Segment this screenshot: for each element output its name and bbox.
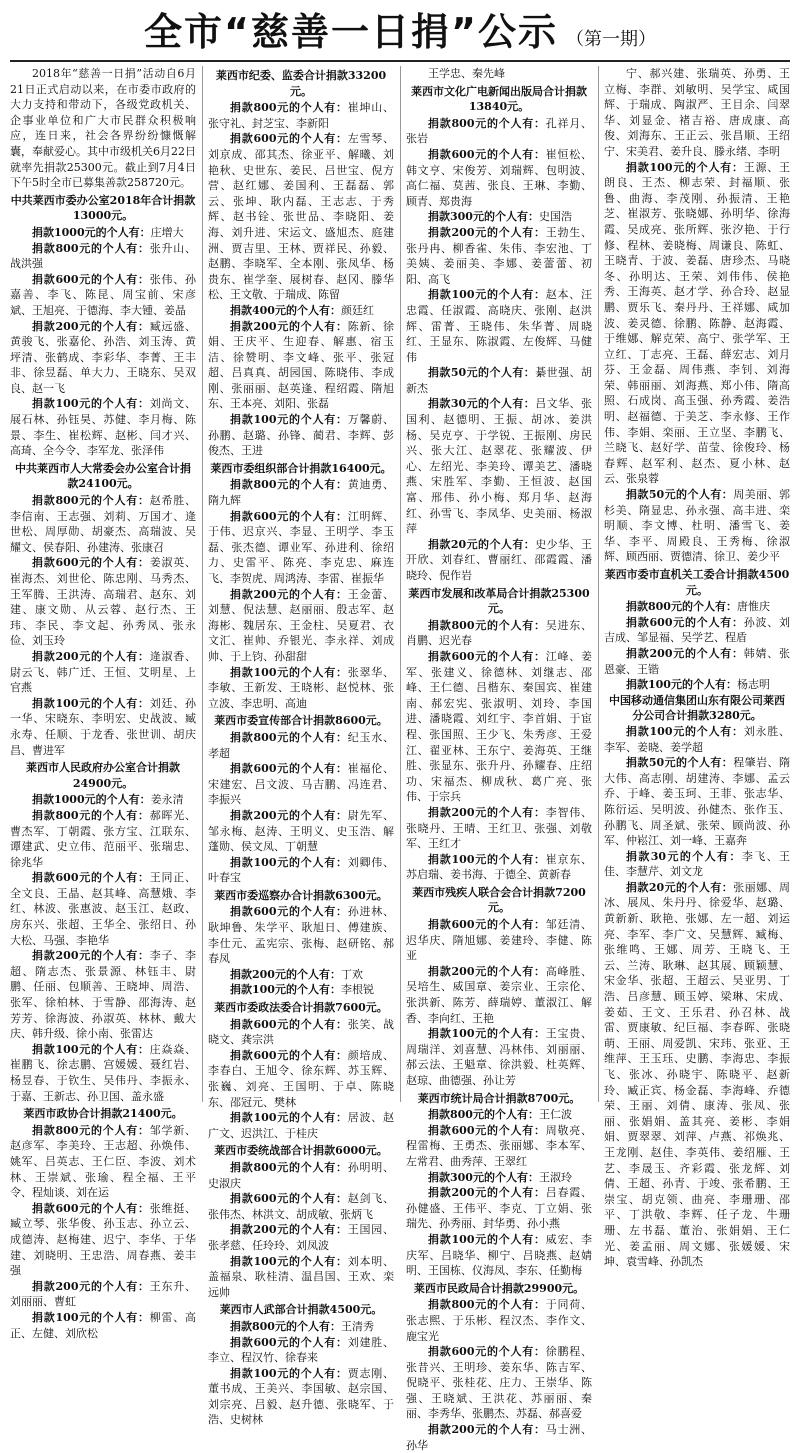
donor-tier xyxy=(208,509,394,587)
unit-heading: 莱西市文化广电新闻出版局合计捐款13840元。 xyxy=(411,84,587,114)
donor-names: 张升山、战洪强 xyxy=(10,241,196,271)
donor-tier xyxy=(208,1017,394,1048)
donor-tier xyxy=(604,615,790,646)
tier-label: 捐款800元的个人有： xyxy=(428,116,546,130)
tier-label: 捐款600元的个人有： xyxy=(230,132,348,146)
donor-names: 崔福伦、宋建宏、吕文波、马吉鹏、冯连君、李振兴 xyxy=(208,762,394,807)
donor-names: 史少华、王开欣、刘春红、曹丽红、邵霞霞、潘晓玲、倪作岩 xyxy=(406,537,592,582)
tier-label: 捐款200元的个人有： xyxy=(32,1279,150,1293)
org-heading: 中国移动通信集团山东有限公司莱西分公司合计捐款3280元。 xyxy=(609,693,785,723)
donor-tier xyxy=(406,1232,592,1279)
donor-names: 刘建胜、李立、程汉竹、徐春来 xyxy=(208,1335,394,1365)
tier-label: 捐款100元的个人有： xyxy=(626,724,744,738)
donor-names: 贾志刚、董书成、王美兴、李国敏、赵宗国、刘宗亮、吕毅、赵升德、张晓军、于浩、史树林 xyxy=(208,1366,394,1427)
tier-label: 捐款100元的个人有： xyxy=(32,397,150,411)
tier-label: 捐款100元的个人有： xyxy=(32,1042,150,1056)
unit-heading: 莱西市纪委、监委合计捐款33200元。 xyxy=(215,69,387,98)
donor-names: 綦世强、胡新杰 xyxy=(406,366,592,395)
unit-heading: 莱西市残疾人联合会合计捐款7200元。 xyxy=(412,885,586,915)
donor-names: 丁欢 xyxy=(340,967,363,981)
donor-names: 韩婧、张恩豪、王锴 xyxy=(604,646,790,676)
donor-tier xyxy=(208,412,394,459)
donor-names: 崔恒松、韩文亨、宋俊芳、刘瑞辉、包明波、高仁福、莫茜、张良、王琳、李勤、顾青、郑贵海 xyxy=(406,147,592,208)
donor-tier xyxy=(406,287,592,365)
donor-tier xyxy=(208,1191,394,1222)
tier-label: 捐款800元的个人有： xyxy=(230,478,348,492)
tier-label: 捐款100元的个人有： xyxy=(626,160,744,174)
page-title xyxy=(0,6,800,58)
donor-tier xyxy=(10,225,196,241)
donor-names: 郝晖光、曹杰军、丁朝霞、张方宝、江联东、谭建武、史立伟、范丽平、张瑞忠、徐兆华 xyxy=(10,808,196,869)
tier-label: 捐款30元的个人有： xyxy=(626,849,742,863)
unit-heading: 莱西市统计局合计捐款8700元。 xyxy=(417,1091,581,1105)
tier-label: 捐款200元的个人有： xyxy=(428,964,546,978)
donor-tier xyxy=(604,724,790,755)
donor-tier xyxy=(406,1297,592,1344)
donor-tier xyxy=(208,665,394,712)
tier-label: 捐款600元的个人有： xyxy=(428,147,546,161)
donor-names: 程肇岩、隋大伟、高志刚、胡建涛、李娜、孟云乔、于峰、姜玉珂、王菲、张志华、陈衍运、吴明波、孙健杰、张作玉、孙鹏飞、周圣斌、张荣、顾尚波、孙军、仲崧江、刘一峰、王嘉奔 xyxy=(604,756,790,848)
tier-label: 捐款200元的个人有： xyxy=(32,949,150,963)
tier-label: 捐款50元的个人有： xyxy=(428,366,536,380)
donor-tier xyxy=(604,755,790,849)
donor-tier xyxy=(406,225,592,287)
donor-tier xyxy=(208,1254,394,1301)
tier-label: 捐款100元的个人有： xyxy=(32,696,150,710)
tier-label: 捐款300元的个人有： xyxy=(428,210,539,224)
tier-label: 捐款100元的个人有： xyxy=(32,1310,150,1324)
title-rule xyxy=(10,60,790,62)
tier-label: 捐款200元的个人有： xyxy=(428,1186,546,1200)
donor-names: 孙明明、史淑庆 xyxy=(208,1160,394,1190)
donor-names: 崔坤山、张守礼、封芝宝、李新阳 xyxy=(208,101,394,130)
tier-label: 捐款200元的个人有： xyxy=(230,808,348,822)
donor-names: 王东升、刘丽丽、曹虹 xyxy=(10,1279,196,1309)
donor-tier xyxy=(208,587,394,665)
tier-label: 捐款600元的个人有： xyxy=(428,1123,546,1137)
tier-label: 捐款600元的个人有： xyxy=(230,1017,348,1031)
donor-tier xyxy=(10,696,196,758)
column-4 xyxy=(598,66,790,1269)
donor-names: 张翠华、李敏、王新发、王晓彬、赵悦林、张立波、李忠明、高迪 xyxy=(208,665,394,710)
tier-label: 捐款20元的个人有： xyxy=(428,537,536,551)
tier-label: 捐款600元的个人有： xyxy=(230,762,348,776)
tier-label: 捐款600元的个人有： xyxy=(230,1192,348,1206)
donor-tier xyxy=(10,1042,196,1104)
tier-label: 捐款30元的个人有： xyxy=(428,397,536,411)
donor-names: 马士洲、孙华 xyxy=(406,1423,592,1452)
tier-label: 捐款200元的个人有： xyxy=(230,319,348,333)
unit-heading: 中共莱西市委办公室2018年合计捐款13000元。 xyxy=(10,193,196,223)
donor-tier xyxy=(10,649,196,696)
donor-tier xyxy=(10,1201,196,1279)
donor-names: 王金蕾、刘慧、倪法慧、赵丽丽、殷志军、赵海彬、魏居东、王金柱、吴夏君、衣文汇、崔帅、乔银光、李永祥、刘成帅、于上钧、孙甜甜 xyxy=(208,587,394,663)
donor-tier xyxy=(208,904,394,966)
tier-label: 捐款200元的个人有： xyxy=(32,649,150,663)
tier-label: 捐款100元的个人有： xyxy=(230,1366,348,1380)
unit-heading: 莱西市发展和改革局合计捐款25300元。 xyxy=(408,586,590,616)
donor-tier xyxy=(406,1344,592,1422)
tier-label: 捐款800元的个人有： xyxy=(32,808,150,822)
paragraph: 王学忠、秦先峰 xyxy=(428,67,505,80)
donor-tier xyxy=(406,209,592,225)
donor-names: 张伟、孙嘉善、李飞、陈昆、周宝前、宋彦斌、王旭亮、于德海、李大锺、姜晶 xyxy=(10,272,196,317)
tier-label: 捐款50元的个人有： xyxy=(626,488,734,502)
unit-heading: 莱西市委市直机关工委合计捐款4500元。 xyxy=(604,568,790,597)
donor-names: 吴进东、肖鹏、迟光春 xyxy=(406,618,592,648)
donor-tier xyxy=(406,147,592,209)
unit-heading: 莱西市民政局合计捐款29900元。 xyxy=(413,1281,585,1295)
donor-names: 刘廷、孙一华、宋晓东、李明宏、史战波、臧永寿、任顺、于龙香、张世训、胡庆昌、曹进军 xyxy=(10,696,196,757)
tier-label: 捐款800元的个人有： xyxy=(428,1108,539,1122)
donor-names: 臧远盛、黄骏飞、张嘉伦、孙浩、刘玉涛、黄坪清、张鹤成、李彩华、李菁、王丰非、徐昱磊、单大力、王晓东、吴双良、赵一飞 xyxy=(10,319,196,395)
tier-label: 捐款100元的个人有： xyxy=(428,288,546,302)
donor-names: 庄增大 xyxy=(150,225,184,239)
donor-names: 姜永清 xyxy=(150,793,184,807)
donor-tier xyxy=(208,967,394,983)
donor-tier xyxy=(406,116,592,147)
donor-tier xyxy=(208,808,394,855)
donor-tier xyxy=(604,160,790,487)
tier-label: 捐款100元的个人有： xyxy=(230,1111,348,1125)
donor-names: 王清秀 xyxy=(340,1319,374,1333)
donor-names: 纪玉水、孝超 xyxy=(208,730,394,760)
donor-tier xyxy=(208,761,394,808)
column-2 xyxy=(202,66,394,1427)
donor-names: 左雪琴、刘京成、邵其杰、徐亚平、解曦、刘艳秋、史世东、姜民、吕世宝、倪方营、赵红娜、姜国利、王磊磊、郭云、张坤、耿内磊、王志志、于秀辉、赵书铨、张世品、李晓阳、姜海、刘升进、宋运文、盛旭杰、庭建洲、贾吉里、王林、贾祥民、孙毅、赵鹏、李晓军、全本刚、张凤华、杨贵东、崔学奎、展树春、赵冈、滕华松、王文敬、于瑞成、陈留 xyxy=(208,132,394,302)
donor-tier xyxy=(10,1123,196,1201)
tier-label: 捐款600元的个人有： xyxy=(32,556,150,570)
donor-tier xyxy=(406,1107,592,1123)
unit-heading: 莱西市委组织部合计捐款16400元。 xyxy=(210,461,392,475)
tier-label: 捐款200元的个人有： xyxy=(626,646,744,660)
donor-tier xyxy=(10,319,196,397)
tier-label: 捐款100元的个人有： xyxy=(230,855,348,869)
tier-label: 捐款800元的个人有： xyxy=(32,494,150,508)
donor-names: 万馨蔚、孙鹏、赵璐、孙锋、蔺君、李辉、彭俊杰、王进 xyxy=(208,413,394,458)
donor-names: 王仁波 xyxy=(538,1108,572,1122)
donor-tier xyxy=(10,241,196,272)
donor-names: 崔京东、苏启瑞、姜书海、于德全、黄新春 xyxy=(406,852,592,882)
unit-heading: 莱西市委统战部合计捐款6000元。 xyxy=(214,1144,388,1158)
tier-label: 捐款200元的个人有： xyxy=(230,1223,348,1237)
donor-names: 张丽娜、周冰、展凤、朱丹丹、徐爱华、赵璐、黄新新、耿艳、张娜、左一超、刘运亮、李军、李广文、吴慧辉、臧梅、张维鸣、王娜、周芳、王晓飞、王云、兰涛、耿琳、赵其展、顾颖慧、宋金华、张超、王超云、吴亚男、丁浩、吕彦慧、顾玉婷、梁琳、宋成、姜茹、王文、王乐君、孙召林、战雷、贾康敏、纪巨福、李春晖、张晓萌、王丽、周爱凯、宋玮、张亚、王维萍、王玉珏、史鹏、李海忠、李振飞、张冰、孙晓宇、陈晓平、赵新玲、臧正宾、杨金磊、李海峰、乔德荣、王丽、刘倩、康涛、张凤、张丽、张娟娟、盖其亮、姜彬、李娟娟、贾翠翠、刘萍、卢燕、祁焕兆、王龙刚、赵佳、李英伟、姜绍雁、王艺、李晟玉、齐彩霞、张龙辉、刘倩、王超、孙青、于竣、张希鹏、王崇宝、胡克领、曲亮、李珊珊、邵平、丁洪敬、李辉、任子龙、牛珊珊、左书磊、董治、张娟娟、王仁光、姜孟丽、周文娜、张媛媛、宋坤、袁雪峰、孙凯杰 xyxy=(604,880,790,1269)
tier-label: 捐款100元的个人有： xyxy=(428,1027,546,1041)
donor-tier xyxy=(10,948,196,1042)
donor-names: 史国浩 xyxy=(538,210,572,224)
donor-tier xyxy=(406,365,592,396)
donor-names: 赵希胜、李信南、王志强、刘莉、万国才、逄世松、周厚勋、胡豪杰、高瑞波、吴耀文、侯春阳、孙建涛、张康召 xyxy=(10,494,196,554)
tier-label: 捐款50元的个人有： xyxy=(626,756,734,770)
tier-label: 捐款400元的个人有： xyxy=(230,303,341,317)
donor-names: 徐鹏程、张昔兴、王明珍、姜东华、陈吉军、倪晓平、张桂花、庄力、王崇华、陈强、王晓斌、王洪花、苏丽丽、秦丽、李秀华、张鹏杰、苏磊、郝喜爱 xyxy=(406,1345,592,1421)
donor-names: 颜廷红 xyxy=(340,303,374,317)
unit-heading: 莱西市政协合计捐款21400元。 xyxy=(23,1107,183,1121)
donor-tier xyxy=(208,1366,394,1428)
tier-label: 捐款100元的个人有： xyxy=(626,678,737,692)
donor-names: 王国园、张孝慈、任玲玲、刘凤波 xyxy=(208,1223,394,1252)
donor-names: 吕文华、张国利、赵德明、王振、胡冰、姜洪杨、吴克亨、于学锐、王振刚、房民兴、张大江、赵翠花、张耀波、伊心、左绍光、李美玲、谭美艺、潘晓燕、宋胜军、李勤、王恒波、赵国富、邢伟、孙小梅、郑月华、赵海红、孙雪飞、李凤华、史美丽、杨淑萍 xyxy=(406,397,592,536)
tier-label: 捐款200元的个人有： xyxy=(230,967,341,981)
tier-label: 捐款100元的个人有： xyxy=(230,983,341,997)
tier-label: 捐款600元的个人有： xyxy=(230,905,348,919)
paragraph: 宁、郝兴建、张瑞英、孙勇、王立梅、李群、刘敏明、吴学宝、咸国辉、于瑞成、陶淑严、王目余、闫翠华、刘显金、褚吉裕、唐成康、高俊、刘海东、王正云、张昌顺、王绍宁、宋美君、姜升良、滕永绪、李明 xyxy=(604,67,790,158)
tier-label: 捐款800元的个人有： xyxy=(32,1123,150,1137)
tier-label: 捐款1000元的个人有： xyxy=(32,225,151,239)
tier-label: 捐款100元的个人有： xyxy=(230,413,348,427)
donor-tier xyxy=(208,1160,394,1191)
tier-label: 捐款600元的个人有： xyxy=(230,509,348,523)
tier-label: 捐款200元的个人有： xyxy=(230,587,348,601)
donor-tier xyxy=(10,272,196,319)
tier-label: 捐款800元的个人有： xyxy=(230,730,348,744)
donor-names: 王淑玲 xyxy=(538,1170,572,1184)
tier-label: 捐款600元的个人有： xyxy=(428,918,546,932)
donor-names: 姜淑英、崔海杰、刘世伦、陈忠刚、马秀杰、王军腾、王洪涛、高瑞君、赵东、刘建、康文勋、从云蓉、赵行杰、王玮、李民、李文起、孙秀凤、张永俭、刘玉玲 xyxy=(10,556,196,648)
donor-names: 刘尚文、展石林、孙钰昊、苏健、李月梅、陈景、李生、崔松辉、赵彬、闫才兴、高琦、全今令、李军龙、张泽伟 xyxy=(10,397,196,458)
donor-names: 王宝贵、周瑞洋、刘喜慧、冯林伟、刘丽丽、郝云法、王魁章、徐洪毅、杜英辉、赵琼、曲德强、孙让芳 xyxy=(406,1027,592,1087)
unit-heading: 莱西市委宣传部合计捐款8600元。 xyxy=(214,714,388,728)
donor-tier xyxy=(208,1222,394,1253)
tier-label: 捐款100元的个人有： xyxy=(230,1254,348,1268)
donor-names: 李智伟、张晓丹、王晴、王红卫、张强、刘敬军、王红才 xyxy=(406,805,592,851)
donor-names: 王源、王朗良、王杰、柳志荣、封福顺、张鲁、曲海、李茂刚、孙振清、王艳芝、崔淑芳、张晓娜、孙明华、徐海霞、吴成亮、张所辉、张汐艳、于行修、程林、姜晓梅、周谦良、陈虹、王晓青、于波、姜磊、唐珍杰、马晓冬、孙明达、王荣、刘伟伟、侯艳秀、王海英、赵才学、孙合玲、赵显鹏、贾乐飞、秦丹丹、王祥娜、咸加波、姜灵德、徐鹏、陈静、赵海霞、于维娜、解克荣、高宁、张学军、王立红、丁志亮、王磊、薛宏志、刘月芬、王金磊、周伟燕、李钊、刘海荣、韩丽丽、刘海燕、郑小伟、隋高照、石成岗、高玉强、孙秀霞、姜浩明、赵福德、于美芝、李永修、王作伟、李娟、栾丽、王立坚、李鹏飞、兰晓飞、赵好学、苗莹、徐俊玲、杨春辉、赵军利、赵杰、夏小林、赵云、张泉蓉 xyxy=(604,160,790,486)
donor-tier xyxy=(406,805,592,852)
donor-names: 邹学新、赵彦军、李美玲、王志超、孙焕伟、姚军、吕英志、王仁臣、李波、刘术林、王崇斌、张瑜、程全福、王平令、程灿谈、刘在运 xyxy=(10,1123,196,1200)
donor-names: 黄迪勇、隋九辉 xyxy=(208,478,394,508)
donor-tier xyxy=(208,100,394,131)
donor-tier xyxy=(406,1170,592,1186)
unit-heading: 莱西市委巡察办合计捐款6300元。 xyxy=(214,888,388,902)
tier-label: 捐款800元的个人有： xyxy=(32,241,150,255)
donor-names: 刘本明、盖福泉、耿桂清、温昌国、王欢、栾远帅 xyxy=(208,1254,394,1299)
headline: 全市“慈善一日捐”公示 xyxy=(144,10,558,54)
donor-names: 威宏、李庆军、吕晓华、柳宁、吕晓燕、赵婧明、王国栋、仪海凤、李东、任勤梅 xyxy=(406,1232,592,1278)
issue-label: （第一期） xyxy=(565,29,656,50)
unit-heading: 莱西市人武部合计捐款4500元。 xyxy=(219,1303,383,1317)
donor-names: 江明辉、于伟、迟京兴、李显、王明学、李玉磊、张杰德、谭业军、孙进利、徐绍力、史雷平、陈亮、李克忠、麻连飞、李贺虎、周鸿涛、李雷、崔振华 xyxy=(208,509,394,585)
tier-label: 捐款600元的个人有： xyxy=(428,649,546,663)
donor-tier xyxy=(406,618,592,649)
donor-tier xyxy=(604,880,790,1270)
donor-names: 邹廷清、迟华庆、隋旭娜、姜建玲、李健、陈亚 xyxy=(406,918,592,963)
donor-tier xyxy=(208,477,394,508)
donor-tier xyxy=(208,855,394,886)
donor-tier xyxy=(10,1310,196,1341)
donor-tier xyxy=(406,1422,592,1453)
donor-names: 孙进林、耿坤鲁、朱学平、耿旭日、傅建族、李仕元、孟宪宗、张梅、赵研铭、郝春凤 xyxy=(208,905,394,966)
donor-tier xyxy=(208,1110,394,1141)
tier-label: 捐款100元的个人有： xyxy=(428,852,546,866)
tier-label: 捐款800元的个人有： xyxy=(230,101,348,115)
donor-tier xyxy=(10,792,196,808)
donor-names: 居波、赵广文、迟洪江、于桂庆 xyxy=(208,1111,394,1140)
donor-names: 颜培成、李春白、王旭令、徐东辉、苏玉辉、张巍、刘亮、王国明、于卓、陈晓东、邵冠元、樊林 xyxy=(208,1048,394,1109)
donor-tier xyxy=(208,730,394,761)
tier-label: 捐款600元的个人有： xyxy=(626,615,744,629)
donor-names: 柳雷、高正、左健、刘欣松 xyxy=(10,1310,196,1340)
donor-tier xyxy=(10,555,196,649)
donor-names: 唐惟庆 xyxy=(736,600,770,614)
donor-names: 孙波、刘吉成、邹显福、吴学艺、程盾 xyxy=(604,615,790,645)
unit-heading: 中共莱西市人大常委会办公室合计捐款24100元。 xyxy=(15,461,191,491)
donor-names: 周敬亮、程雷梅、王勇杰、张丽娜、李本军、左常君、曲秀萍、王翠红 xyxy=(406,1123,592,1168)
donor-tier xyxy=(10,808,196,870)
tier-label: 捐款200元的个人有： xyxy=(32,319,150,333)
donor-names: 周美丽、郭杉美、隋显忠、孙永强、高丰进、栾明顺、李文博、杜明、潘雪飞、姜华、李平、周殿良、王秀梅、徐淑辉、顾西丽、贾德清、徐卫、姜少平 xyxy=(604,488,790,564)
tier-label: 捐款600元的个人有： xyxy=(230,1335,348,1349)
tier-label: 捐款800元的个人有： xyxy=(428,618,546,632)
tier-label: 捐款20元的个人有： xyxy=(626,880,734,894)
donor-tier xyxy=(406,917,592,964)
donor-names: 李子、李超、隋志杰、张景源、林钰丰、尉鹏、任丽、包顺善、王晓坤、周浩、张军、徐柏林、于雪静、邵海涛、赵芳芳、徐海波、孙淑英、林林、戴大庆、韩升级、徐小南、张雷达 xyxy=(10,949,196,1041)
column-1 xyxy=(10,66,196,1340)
donor-tier xyxy=(10,1279,196,1310)
donor-names: 江峰、姜军、张建义、徐德林、刘继志、邵峰、王仁德、吕楷东、秦国宾、崔建南、郝宏宪、张淑明、刘玲、李国进、潘晓霞、刘红宇、李首娟、于宦程、张国照、王少飞、朱秀彦、王爱江、翟亚林、王东宁、姜海英、王继胜、张显东、张升丹、孙耀春、庄绍功、宋福杰、柳成秋、葛广亮、张伟、于宗兵 xyxy=(406,649,592,804)
donor-tier xyxy=(10,396,196,458)
tier-label: 捐款600元的个人有： xyxy=(32,871,150,885)
donor-tier xyxy=(406,964,592,1026)
donor-tier xyxy=(208,1319,394,1335)
donor-tier xyxy=(10,493,196,555)
donor-names: 张维挺、臧立琴、张华俊、孙玉志、孙立云、成德涛、赵梅建、迟宁、李华、于华建、刘晓明、王忠浩、周春燕、姜丰强 xyxy=(10,1201,196,1278)
paragraph: 2018年“慈善一日捐”活动自6月21日正式启动以来，在市委市政府的大力支持和带动下，各级党政机关、企事业单位和广大市民群众积极响应，连日来，社会各界纷纷慷慨解囊，奉献爱心。其中市级机关6月22日就率先捐款25300元。截止到7月4日下午5时全市已募集善款258720元。 xyxy=(10,67,196,190)
donor-tier xyxy=(406,1026,592,1088)
donor-tier xyxy=(604,646,790,677)
donor-tier xyxy=(604,487,790,565)
unit-heading: 莱西市委政法委合计捐款7600元。 xyxy=(214,1001,388,1015)
donor-tier xyxy=(208,1048,394,1110)
donor-tier xyxy=(406,1185,592,1232)
tier-label: 捐款600元的个人有： xyxy=(428,1345,546,1359)
tier-label: 捐款100元的个人有： xyxy=(428,1232,546,1246)
donor-names: 高峰胜、吴培生、威国章、姜宗业、王宗伦、张洪新、陈芳、薛瑞婷、董淑江、解香、李向红、王艳 xyxy=(406,964,592,1025)
donor-tier xyxy=(208,319,394,413)
donor-tier xyxy=(406,852,592,883)
donor-names: 尉先军、邹永梅、赵涛、王明义、史玉浩、解蓬勋、侯文凤、丁朝慧 xyxy=(208,808,394,854)
tier-label: 捐款200元的个人有： xyxy=(428,805,546,819)
unit-heading: 莱西市人民政府办公室合计捐款24900元。 xyxy=(26,761,180,790)
tier-label: 捐款600元的个人有： xyxy=(230,1048,348,1062)
donor-tier xyxy=(406,1123,592,1170)
donor-names: 陈新、徐娟、王庆平、生迎春、解惠、宿玉洁、徐赞明、李文峰、张平、张冠超、吕真真、胡园国、陈晓伟、李成刚、张丽丽、赵英逢、程绍霞、隋旭东、王本亮、刘阳、张磊 xyxy=(208,319,394,411)
donor-names: 吕春霞、孙健盛、王伟平、李克、丁立娟、张瑞先、孙秀丽、封华勇、孙小燕 xyxy=(406,1186,592,1231)
tier-label: 捐款600元的个人有： xyxy=(32,272,150,286)
tier-label: 捐款100元的个人有： xyxy=(230,665,348,679)
donor-tier xyxy=(604,677,790,693)
donor-tier xyxy=(406,537,592,584)
donor-names: 赵剑飞、张伟杰、林洪文、胡成敏、张炳飞 xyxy=(208,1192,394,1221)
donor-tier xyxy=(208,982,394,998)
donor-names: 杨志明 xyxy=(736,678,770,692)
donor-names: 逄淑香、尉云飞、韩广迁、王恒、艾明星、上官燕 xyxy=(10,649,196,695)
tier-label: 捐款800元的个人有： xyxy=(626,600,737,614)
donor-tier xyxy=(406,396,592,536)
column-3 xyxy=(400,66,592,1452)
tier-label: 捐款800元的个人有： xyxy=(230,1319,341,1333)
donor-tier xyxy=(208,1335,394,1366)
tier-label: 捐款1000元的个人有： xyxy=(32,793,151,807)
donor-tier xyxy=(604,599,790,615)
donor-names: 李根锐 xyxy=(340,983,374,997)
donor-names: 庄焱焱、崔鹏飞、徐志鹏、宫媛媛、聂红岩、杨昱春、于钦生、吴伟丹、李振永、于嘉、王新志、孙卫国、盖永盛 xyxy=(10,1042,196,1103)
donor-tier xyxy=(208,303,394,319)
donor-names: 李飞、王佳、李慧芹、刘文龙 xyxy=(604,849,790,879)
tier-label: 捐款800元的个人有： xyxy=(230,1160,348,1174)
tier-label: 捐款300元的个人有： xyxy=(428,1170,539,1184)
donor-names: 张笑、战晓文、龚宗洪 xyxy=(208,1017,394,1047)
tier-label: 捐款200元的个人有： xyxy=(428,225,546,239)
donor-names: 赵本、汪忠霞、任淑霞、高晓庆、张刚、赵洪辉、雷菁、王晓伟、朱华菁、周晓红、王显东、陈淑霞、左俊辉、马健伟 xyxy=(406,288,592,364)
tier-label: 捐款200元的个人有： xyxy=(428,1423,546,1437)
donor-names: 王同正、全文良、王晶、赵其峰、高慧娥、李红、林波、张惠波、赵玉江、赵政、房东兴、张超、王华全、张绍日、孙大松、马强、李艳华 xyxy=(10,871,196,947)
donor-names: 王勃生、张丹冉、柳香雀、朱伟、李宏池、丁美姨、姜丽美、李娜、姜蕾蕾、初阳、高飞 xyxy=(406,225,592,286)
donor-tier xyxy=(208,131,394,303)
donor-tier xyxy=(406,649,592,805)
donor-names: 刘卿伟、叶春宝 xyxy=(208,855,394,885)
donor-names: 于同荷、张志熙、于乐彬、程汉杰、李作文、鹿宝光 xyxy=(406,1298,592,1343)
tier-label: 捐款600元的个人有： xyxy=(32,1201,150,1215)
donor-tier xyxy=(604,849,790,880)
article-columns xyxy=(10,66,790,1452)
donor-tier xyxy=(10,870,196,948)
donor-names: 刘永胜、李军、姜晓、姜学超 xyxy=(604,724,790,754)
donor-names: 孔祥月、张岩 xyxy=(406,116,592,146)
tier-label: 捐款800元的个人有： xyxy=(428,1298,546,1312)
